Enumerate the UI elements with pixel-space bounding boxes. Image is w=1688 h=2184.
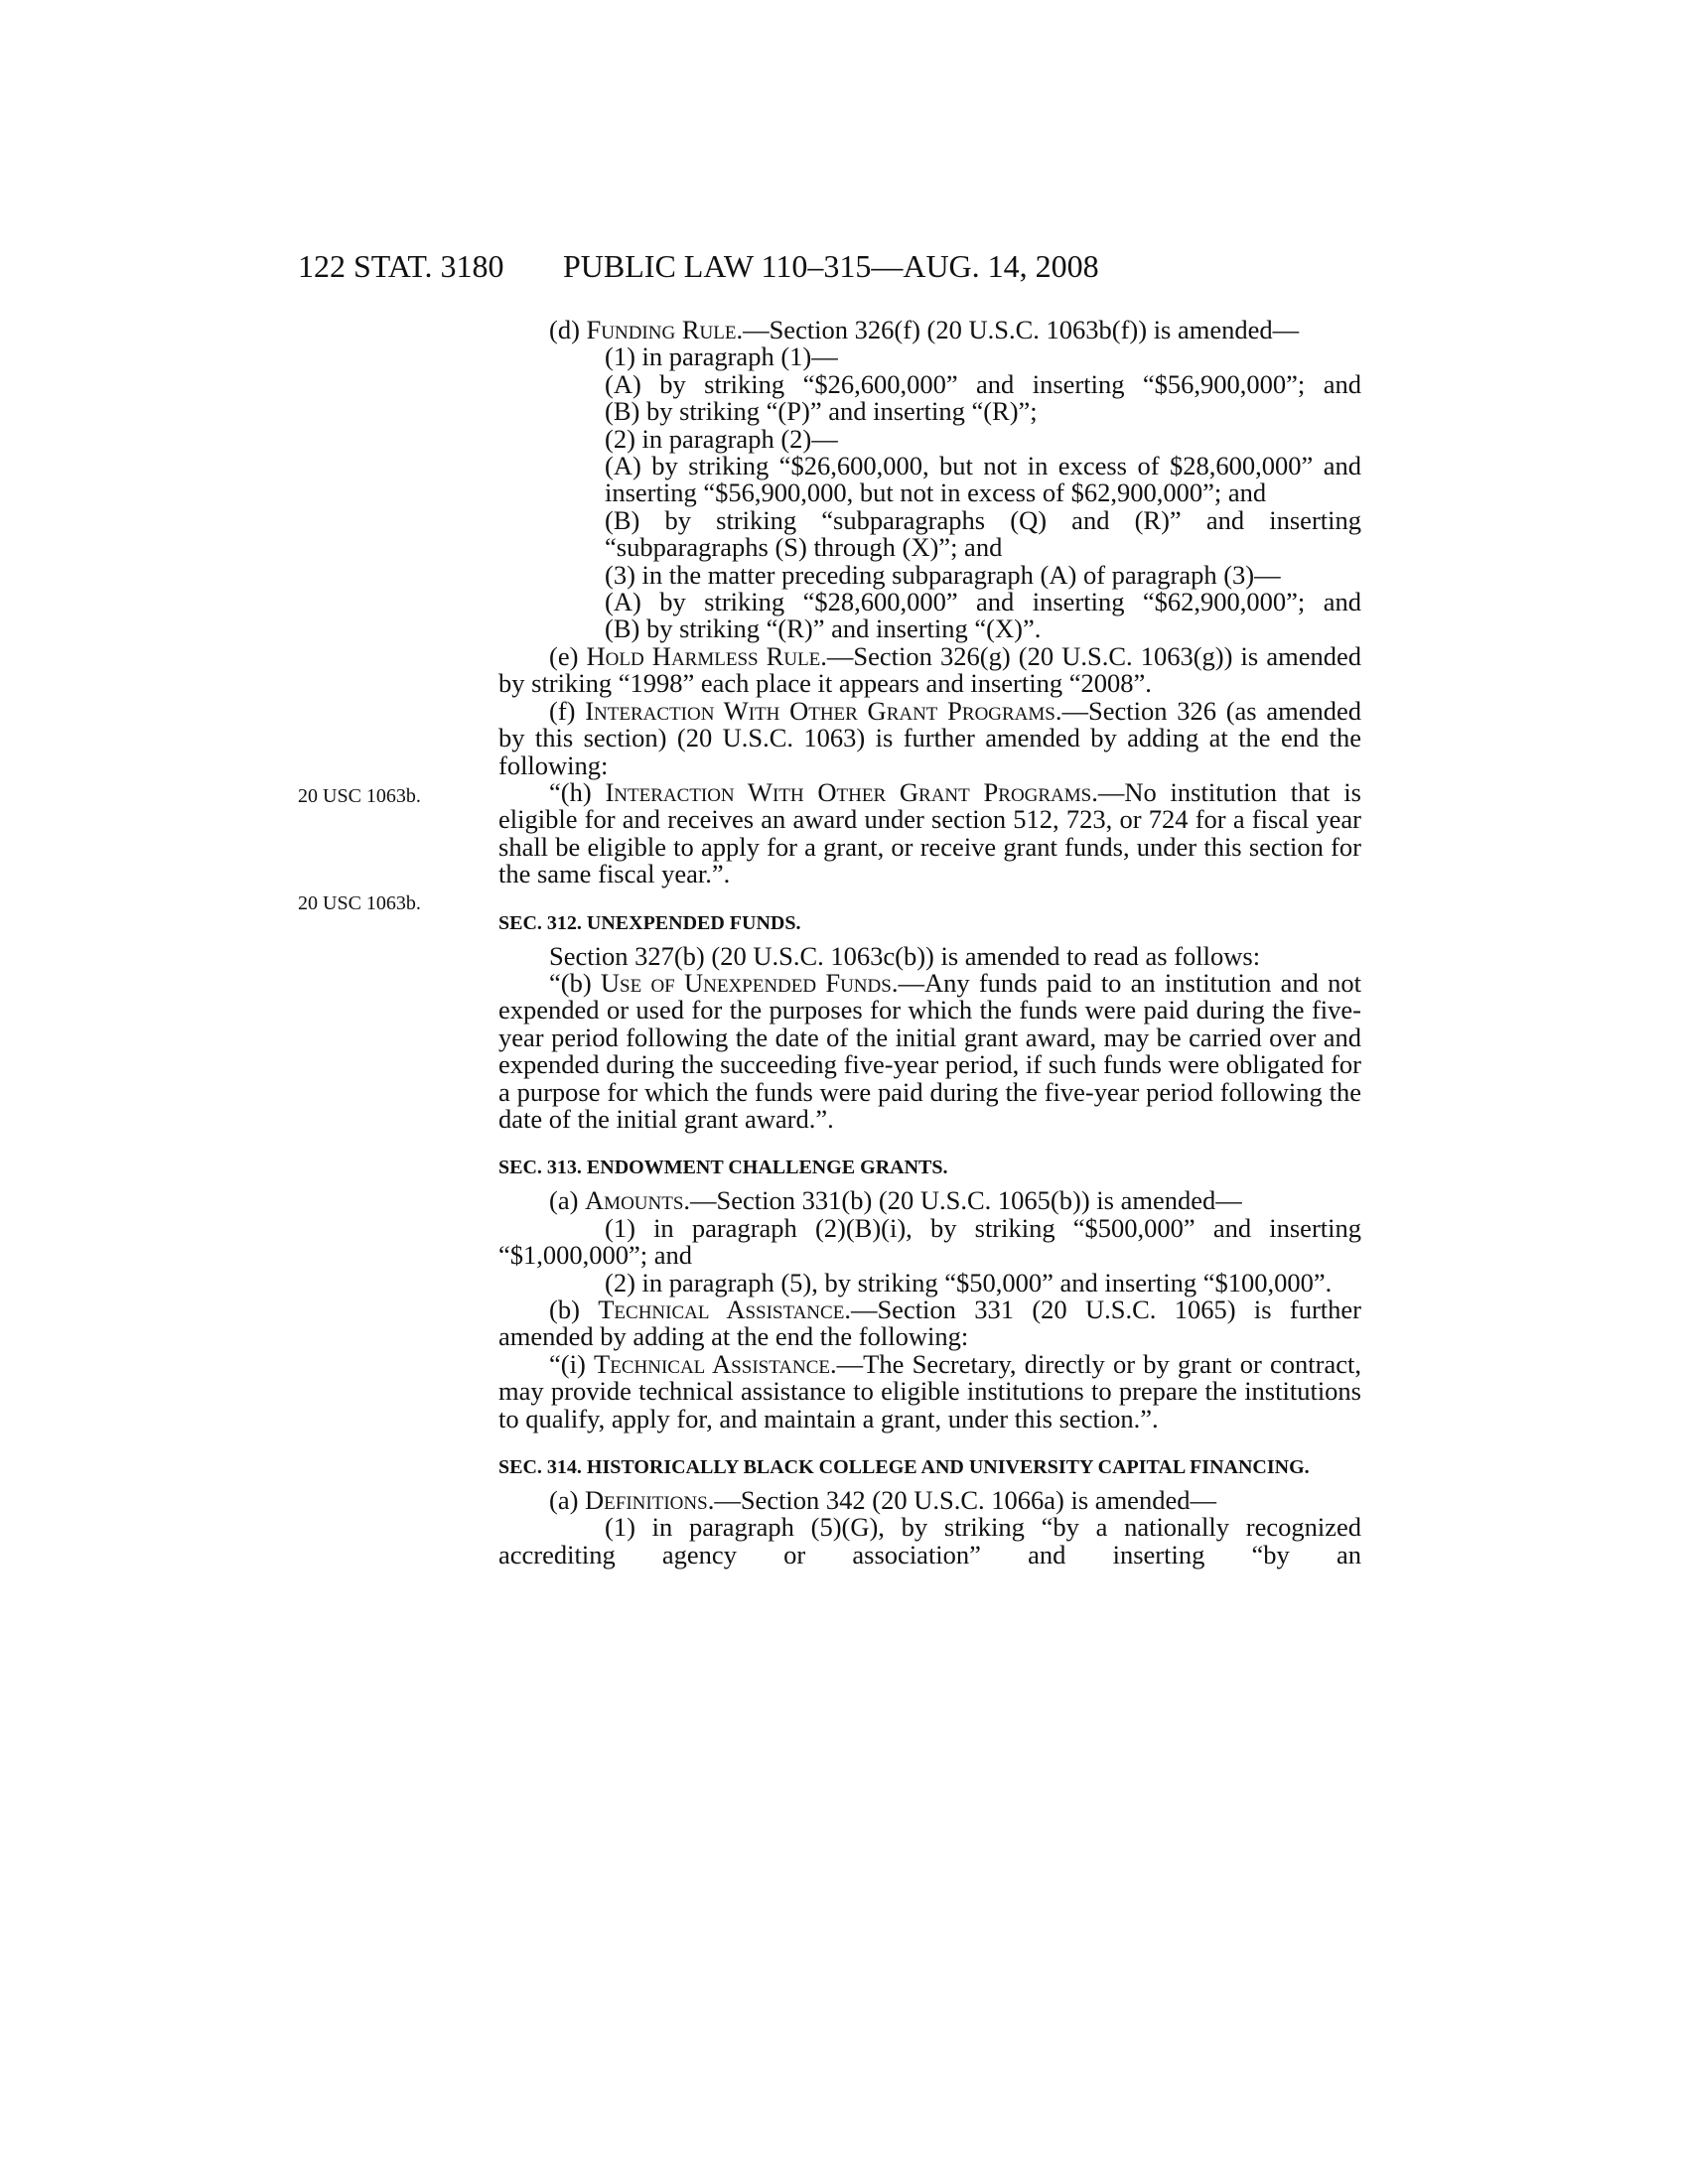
subsection-label: “(i) — [549, 1348, 595, 1379]
subsection-heading: Technical Assistance — [594, 1348, 831, 1379]
paragraph-item: (1) in paragraph (2)(B)(i), by striking “$500,000” and inserting “$1,000,000”; and — [498, 1212, 1361, 1271]
subsection-heading: Amounts — [585, 1185, 684, 1216]
paragraph-item: (1) in paragraph (1)— — [605, 341, 838, 372]
subsection-d — [498, 317, 1361, 343]
section-312-intro: Section 327(b) (20 U.S.C. 1063c(b)) is amended to read as follows: — [549, 940, 1261, 971]
subsection-heading: Technical Assistance — [598, 1295, 845, 1324]
margin-citation-note: 20 USC 1063b. — [298, 892, 421, 914]
subsection-heading: Hold Harmless Rule — [586, 640, 821, 671]
subparagraph-item: (A) by striking “$26,600,000” and inserting “$56,900,000”; and — [605, 368, 1361, 399]
subsection-text: .—The Secretary, directly or by grant or contract, may provide technical assistance to eligible institutions to prepare the institutions to qualify, apply for, and maintain a grant, under this section.”. — [498, 1348, 1362, 1433]
subsection-text: .—Section 326(f) (20 U.S.C. 1063b(f)) is amended— — [736, 315, 1300, 344]
subsection-heading: Definitions — [585, 1485, 708, 1516]
subsection-b — [498, 1297, 1361, 1351]
subparagraph-item: (B) by striking “subparagraphs (Q) and (R)” and inserting “subparagraphs (S) through (X)”; and — [605, 504, 1361, 563]
document-body — [498, 317, 1361, 1569]
subsection-label: (b) — [549, 1295, 599, 1324]
section-313-heading: SEC. 313. ENDOWMENT CHALLENGE GRANTS. — [498, 1157, 948, 1179]
subsection-text: .—No institution that is eligible for and receives an award under section 512, 723, or 724 for a fiscal year shall be eligible to apply for a grant, or receive grant funds, under this section for the same fiscal year.”. — [498, 776, 1361, 889]
paragraph-item: (3) in the matter preceding subparagraph (A) of paragraph (3)— — [605, 559, 1281, 590]
subparagraph-item: (B) by striking “(P)” and inserting “(R)”; — [605, 396, 1038, 427]
subsection-a — [498, 1187, 1361, 1214]
subsection-text: .—Section 331(b) (20 U.S.C. 1065(b)) is amended— — [683, 1185, 1242, 1216]
subsection-text: .—Section 326 (as amended by this section) (20 U.S.C. 1063) is further amended by adding at the end the following: — [498, 695, 1361, 780]
subsection-heading: Funding Rule — [586, 315, 737, 344]
subsection-label: (a) — [549, 1185, 586, 1216]
paragraph-item: (2) in paragraph (2)— — [605, 423, 838, 454]
section-314-heading: SEC. 314. HISTORICALLY BLACK COLLEGE AND UNIVERSITY CAPITAL FINANCING. — [498, 1456, 1310, 1479]
running-header-title: PUBLIC LAW 110–315—AUG. 14, 2008 — [563, 248, 1099, 284]
subsection-text: .—Any funds paid to an institution and not expended or used for the purposes for which the funds were paid during the five-year period following the date of the initial grant award, may be carried over and expended during the succeeding five-year period, if such funds were obligated for a purpose for which the funds were paid during the five-year period following the date of the initial grant award.”. — [498, 967, 1362, 1134]
subsection-heading: Interaction With Other Grant Programs — [585, 695, 1055, 726]
quoted-subsection-h — [498, 776, 1361, 889]
subsection-label: (d) — [549, 315, 587, 344]
subsection-label: “(h) — [549, 776, 606, 807]
subsection-heading: Use of Unexpended Funds — [600, 967, 892, 998]
subsection-label: “(b) — [549, 967, 601, 998]
statute-page-number: 122 STAT. 3180 — [298, 248, 504, 284]
subsection-text: .—Section 326(g) (20 U.S.C. 1063(g)) is amended by striking “1998” each place it appears and inserting “2008”. — [498, 640, 1361, 699]
subsection-heading: Interaction With Other Grant Programs — [605, 776, 1092, 807]
subsection-label: (e) — [549, 640, 587, 671]
subparagraph-item: (B) by striking “(R)” and inserting “(X)”. — [605, 614, 1042, 644]
subsection-a — [498, 1487, 1361, 1514]
quoted-subsection-i — [498, 1348, 1362, 1433]
paragraph-item: (1) in paragraph (5)(G), by striking “by a nationally recognized accrediting agency or association” and inserting “by an — [498, 1512, 1361, 1570]
paragraph-item: (2) in paragraph (5), by striking “$50,000” and inserting “$100,000”. — [605, 1267, 1333, 1297]
subparagraph-item: (A) by striking “$28,600,000” and inserting “$62,900,000”; and — [605, 587, 1361, 617]
margin-citation-note: 20 USC 1063b. — [298, 785, 421, 807]
subsection-text: .—Section 342 (20 U.S.C. 1066a) is amended— — [707, 1485, 1216, 1516]
subsection-f — [498, 695, 1361, 780]
quoted-subsection-b — [498, 967, 1362, 1134]
subsection-label: (f) — [549, 695, 586, 726]
subsection-label: (a) — [549, 1485, 586, 1516]
subsection-e — [498, 640, 1361, 699]
section-312-heading: SEC. 312. UNEXPENDED FUNDS. — [498, 911, 801, 934]
subsection-text: .—Section 331 (20 U.S.C. 1065) is further amended by adding at the end the following: — [498, 1295, 1361, 1352]
subparagraph-item: (A) by striking “$26,600,000, but not in excess of $28,600,000” and inserting “$56,900,000, but not in excess of $62,900,000”; and — [605, 451, 1361, 508]
